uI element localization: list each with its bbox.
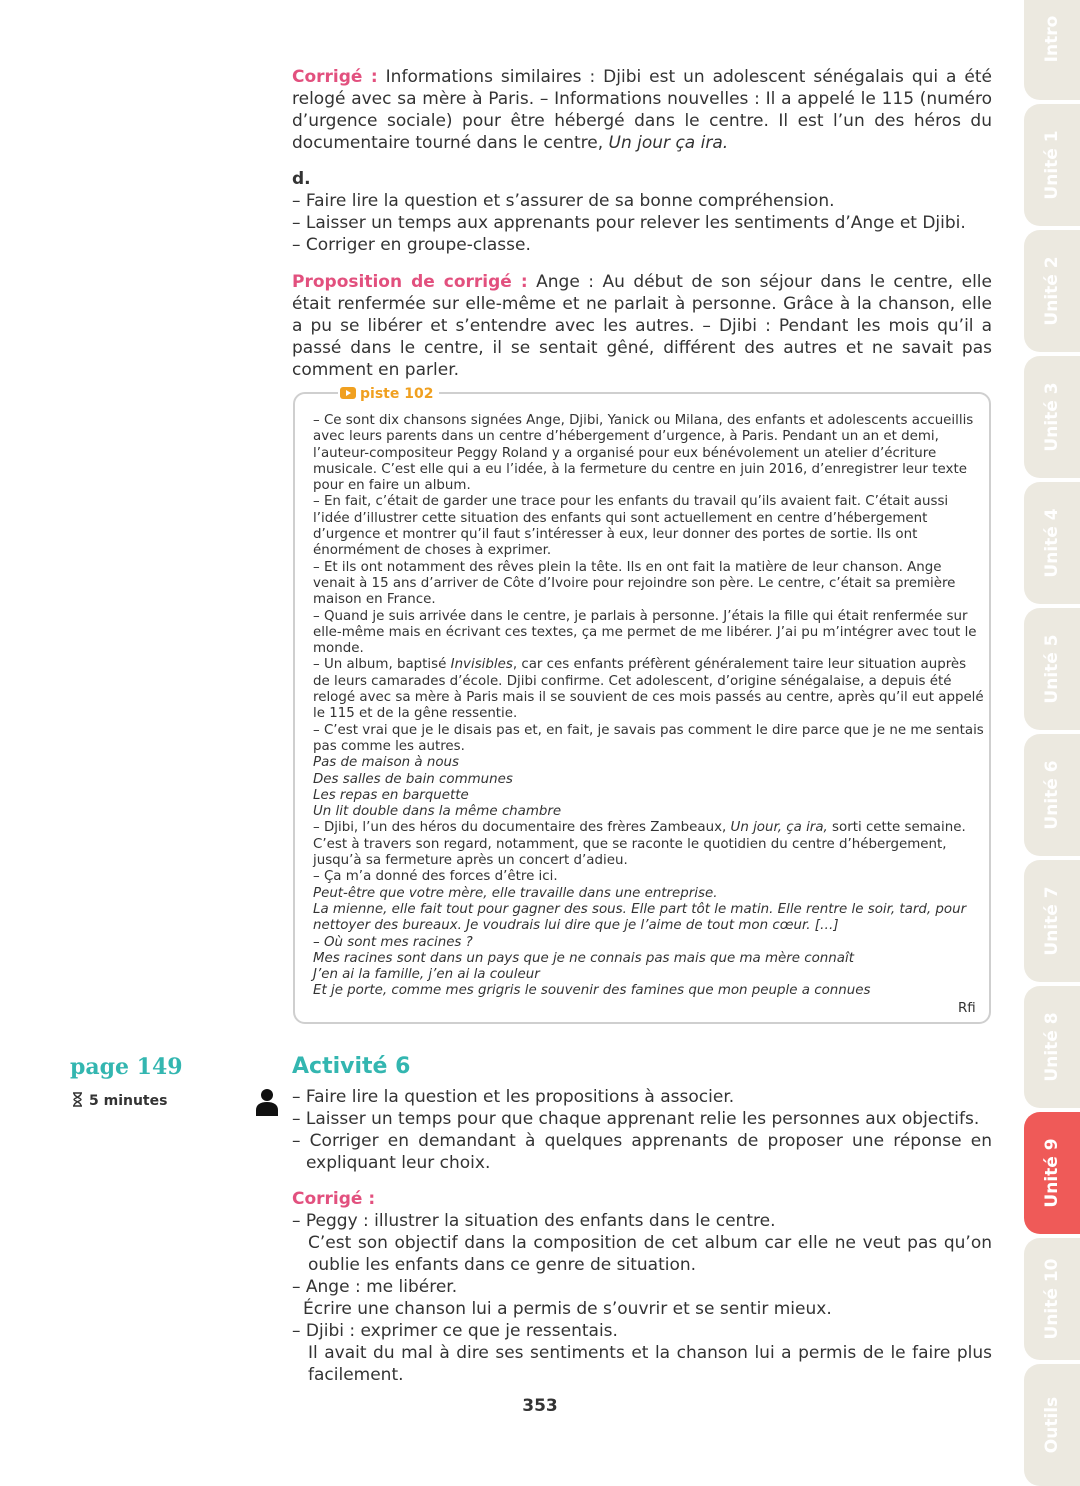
section-d — [292, 168, 992, 256]
tab-unite-9[interactable] — [1024, 1112, 1080, 1234]
track-name: piste 102 — [360, 386, 434, 402]
tab-label: Outils — [1042, 1396, 1062, 1454]
tab-unite-4[interactable] — [1024, 482, 1080, 604]
album-title: Invisibles — [450, 657, 513, 673]
activity-instructions — [292, 1086, 992, 1174]
tab-label: Unité 10 — [1042, 1258, 1062, 1340]
answer-explanation: Il avait du mal à dire ses sentiments et la chanson lui a permis de le faire plus facilement. — [308, 1343, 992, 1385]
tab-unite-10[interactable] — [1024, 1238, 1080, 1360]
transcript-fragment: – Djibi, l’un des héros du documentaire des frères Zambeaux, — [313, 820, 731, 836]
tab-label: Unité 8 — [1042, 1012, 1062, 1082]
tab-unite-1[interactable] — [1024, 104, 1080, 226]
page-number: 353 — [522, 1396, 558, 1416]
documentary-title: Un jour ça ira. — [608, 133, 729, 153]
individual-work-icon — [256, 1088, 278, 1120]
section-d-item: – Laisser un temps aux apprenants pour relever les sentiments d’Ange et Djibi. — [292, 213, 966, 233]
tab-unite-7[interactable] — [1024, 860, 1080, 982]
song-line: La mienne, elle fait tout pour gagner des sous. Elle part tôt le matin. Elle rentre le soir, tard, pour nettoyer des bureaux. Je voudrais lui dire que je l’aime de tout mon cœur. […] — [313, 901, 967, 934]
hourglass-icon — [72, 1092, 83, 1107]
song-line: Peut-être que votre mère, elle travaille dans une entreprise. — [313, 885, 718, 901]
tab-label: Unité 9 — [1042, 1138, 1062, 1208]
transcript-source: Rfi — [958, 1001, 976, 1016]
duration-text: 5 minutes — [89, 1093, 168, 1109]
proposition-block — [292, 271, 992, 381]
transcript-text — [313, 413, 987, 1000]
transcript-fragment: sorti cette semaine. C’est à travers son regard, notamment, que se raconte le quotidien du centre d’hébergement, jusqu’à sa fermeture après un concert d’adieu. — [313, 820, 966, 869]
answer-explanation: C’est son objectif dans la composition de cet album car elle ne veut pas qu’on oublie les enfants dans ce genre de situation. — [308, 1233, 992, 1275]
transcript-fragment: – Un album, baptisé — [313, 657, 451, 673]
tab-outils[interactable] — [1024, 1364, 1080, 1486]
transcript-paragraph: – Ce sont dix chansons signées Ange, Djibi, Yanick ou Milana, des enfants et adolescents accueillis avec leurs parents dans un centre d’hébergement d’urgence, à Paris. Pendant un an et demi, l’auteur-compositeur Peggy Roland y a organisé pour eux bénévolement un atelier d’écriture musicale. C’est elle qui a eu l’idée, à la fermeture du centre en juin 2016, d’enregistrer leur texte pour en faire un album. — [313, 413, 974, 494]
song-line: Des salles de bain communes — [313, 771, 513, 787]
song-line: Et je porte, comme mes grigris le souvenir des famines que mon peuple a connues — [313, 983, 871, 999]
corrige-activity6 — [292, 1188, 992, 1386]
transcript-fragment: , car ces enfants préfèrent généralement taire leur situation auprès de leurs camarades d’école. Djibi confirme. Cet adolescent, d’origine sénégalaise, a depuis été relogé avec sa mère à Paris mais il se souvient de ces mois passés au centre, après qu’il eut appelé le 115 et de la gêne ressentie. — [313, 657, 984, 722]
tab-unite-8[interactable] — [1024, 986, 1080, 1108]
tab-label: Unité 1 — [1042, 130, 1062, 200]
answer-line: – Peggy : illustrer la situation des enfants dans le centre. — [292, 1211, 776, 1231]
section-d-label: d. — [292, 169, 311, 189]
page-reference: page 149 — [70, 1054, 183, 1080]
transcript-paragraph: – Quand je suis arrivée dans le centre, je parlais à personne. J’étais la fille qui était renfermée sur elle-même mais en écrivant ces textes, ça me permet de me libérer. J’ai pu m’intégrer avec tout le monde. — [313, 608, 977, 657]
activity-title: Activité 6 — [292, 1054, 411, 1079]
activity-item: – Faire lire la question et les propositions à associer. — [292, 1087, 735, 1107]
transcript-paragraph: – C’est vrai que je le disais pas et, en fait, je savais pas comment le dire parce que je ne me sentais pas comme les autres. — [313, 722, 984, 754]
section-d-item: – Faire lire la question et s’assurer de sa bonne compréhension. — [292, 191, 835, 211]
song-line: Un lit double dans la même chambre — [313, 804, 562, 820]
tab-unite-6[interactable] — [1024, 734, 1080, 856]
transcript-paragraph — [313, 820, 987, 869]
transcript-paragraph: – En fait, c’était de garder une trace pour les enfants du travail qu’ils avaient fait. C’était aussi l’idée d’illustrer cette situation des enfants qui sont actuellement en centre d’hébergement d’urgence et montrer qu’il faut s’intéresser à eux, leur donner des portes de sortie. Ils ont énormément de choses à exprimer. — [313, 494, 949, 559]
tab-label: Unité 6 — [1042, 760, 1062, 830]
transcript-paragraph — [313, 657, 987, 722]
transcript-paragraph: – Et ils ont notamment des rêves plein la tête. Ils en ont fait la matière de leur chanson. Ange venait à 15 ans d’arriver de Côte d’Ivoire pour rejoindre son père. Le centre, c’était sa première maison en France. — [313, 559, 956, 608]
answer-line: – Ange : me libérer. — [292, 1277, 458, 1297]
documentary-title: Un jour, ça ira, — [730, 820, 828, 836]
corrige6-label: Corrigé : — [292, 1189, 376, 1209]
song-line: Pas de maison à nous — [313, 755, 459, 771]
corrige-label: Corrigé : — [292, 67, 378, 87]
corrige-block — [292, 66, 992, 154]
activity-item: – Laisser un temps pour que chaque apprenant relie les personnes aux objectifs. — [292, 1109, 980, 1129]
song-line: Les repas en barquette — [313, 787, 469, 803]
tab-unite-5[interactable] — [1024, 608, 1080, 730]
tab-label: Intro — [1042, 15, 1062, 63]
tab-label: Unité 4 — [1042, 508, 1062, 578]
proposition-label: Proposition de corrigé : — [292, 272, 528, 292]
section-d-item: – Corriger en groupe-classe. — [292, 235, 531, 255]
tab-unite-3[interactable] — [1024, 356, 1080, 478]
activity-item: – Corriger en demandant à quelques apprenants de proposer une réponse en expliquant leur choix. — [292, 1131, 992, 1173]
tab-label: Unité 2 — [1042, 256, 1062, 326]
song-line: Mes racines sont dans un pays que je ne connais pas mais que ma mère connaît — [313, 950, 854, 966]
answer-line: – Djibi : exprimer ce que je ressentais. — [292, 1321, 618, 1341]
tab-unite-2[interactable] — [1024, 230, 1080, 352]
tab-label: Unité 5 — [1042, 634, 1062, 704]
play-icon[interactable] — [340, 387, 356, 399]
song-line: – Où sont mes racines ? — [313, 934, 473, 950]
proposition-text: Ange : Au début de son séjour dans le centre, elle était renfermée sur elle-même et ne parlait à personne. Grâce à la chanson, elle a pu se libérer et s’entendre avec les autres. – Djibi : Pendant les mois qu’il a passé dans le centre, il se sentait gêné, différent des autres et ne savait pas comment en parler. — [292, 272, 992, 380]
audio-track-label[interactable] — [338, 385, 439, 403]
corrige-text: Informations similaires : Djibi est un adolescent sénégalais qui a été relogé avec sa mère à Paris. – Informations nouvelles : Il a appelé le 115 (numéro d’urgence sociale) pour être hébergé dans le centre. Il est l’un des héros du documentaire tourné dans le centre, — [292, 67, 993, 153]
answer-explanation: Écrire une chanson lui a permis de s’ouvrir et se sentir mieux. — [303, 1299, 832, 1319]
tab-label: Unité 3 — [1042, 382, 1062, 452]
tab-label: Unité 7 — [1042, 886, 1062, 956]
song-line: J’en ai la famille, j’en ai la couleur — [313, 967, 540, 983]
duration — [72, 1092, 167, 1109]
transcript-paragraph: – Ça m’a donné des forces d’être ici. — [313, 869, 558, 885]
tab-intro[interactable] — [1024, 0, 1080, 100]
